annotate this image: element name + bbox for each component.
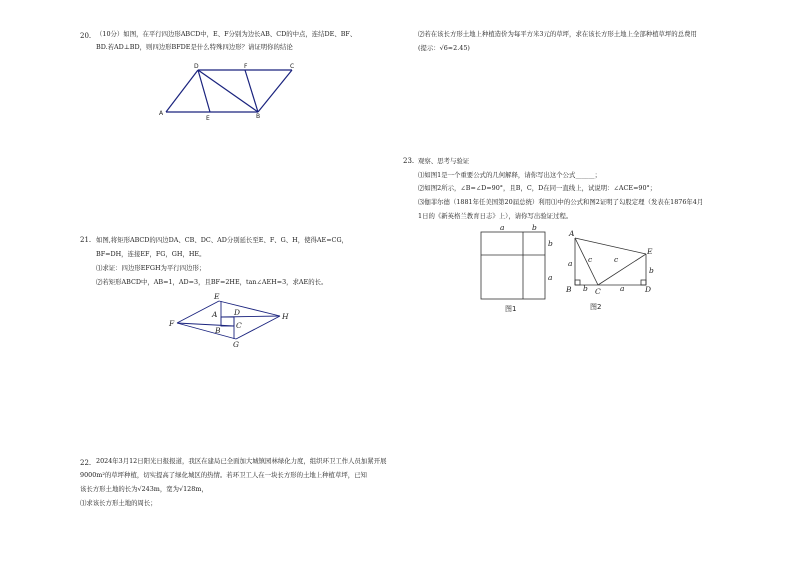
q23-title: 观察、思考与验证	[418, 157, 470, 165]
fig2-side-a: a	[568, 259, 573, 268]
fig2-side-b-bottom: b	[583, 284, 588, 293]
q20-line1: （10分）如图，在平行四边形ABCD中，E、F分别为边长AB、CD的中点，连结DE、BF、	[96, 30, 357, 38]
q23-line4: 1日的《新英格兰教育日志》上），请你写出验证过程。	[418, 212, 573, 220]
q23-number: 23.	[403, 157, 415, 165]
q22-line1: 2024年3月12日阳光日报报道，我区在建局已全面加大城镇园林绿化力度，组织环卫工作人员加紧开展	[96, 457, 387, 465]
q20-label-c: C	[290, 63, 295, 70]
q21-label-f: F	[169, 319, 175, 328]
q21-line1: 如图,将矩形ABCD的四边DA、CB、DC、AD分别延长至E、F、G、H，使得AE=CG，	[96, 236, 348, 244]
q23-line2: ⑵如图2所示，∠B=∠D=90°，且B，C，D在同一直线上，试说明：∠ACE=90°；	[418, 184, 657, 192]
fig2-label-d: D	[645, 285, 652, 294]
q21-line3: ⑴求证：四边形EFGH为平行四边形；	[96, 264, 206, 272]
q21-label-e: E	[214, 292, 220, 301]
q23-line1: ⑴如图1是一个重要公式的几何解释，请你写出这个公式______；	[418, 171, 602, 179]
fig1-top-a: a	[500, 223, 505, 232]
q20-label-a: A	[159, 110, 164, 117]
fig2-side-c-left: c	[588, 255, 593, 264]
q23-line3: ⑶伽菲尔德（1881年任美国第20届总统）利用⑴中的公式和图2证明了勾股定理（发表在1876年4月	[418, 198, 704, 206]
fig2-label-b: B	[566, 285, 572, 294]
q21-label-d: D	[234, 308, 241, 317]
fig1-right-b: b	[548, 239, 553, 248]
q21-label-b: B	[215, 326, 221, 335]
q21-label-h: H	[282, 312, 289, 321]
q21-line4: ⑵若矩形ABCD中，AB=1，AD=3，且BF=2HE，tan∠AEH=3，求AE的长。	[96, 278, 328, 286]
fig1-right-a: a	[548, 273, 553, 282]
q21-number: 21.	[80, 236, 92, 244]
fig2-side-b-right: b	[649, 266, 654, 275]
q22b-line1: ⑵若在该长方形土地上种植造价为每平方米3元的草坪，求在该长方形土地上全部种植草坪的总费用	[418, 30, 697, 38]
q22-number: 22.	[80, 459, 92, 467]
q21-label-a: A	[212, 310, 218, 319]
q20-label-d: D	[194, 63, 199, 70]
q20-label-e: E	[206, 115, 210, 122]
q20-line2: BD.若AD⊥BD，则四边形BFDE是什么特殊四边形？请证明你的结论	[96, 43, 293, 51]
q20-label-f: F	[244, 63, 248, 70]
q22-line2: 9000m²的草坪种植，切实提高了绿化城区的热情。若环卫工人在一块长方形的土地上种植草坪，已知	[80, 471, 367, 479]
fig2-side-c-right: c	[614, 255, 619, 264]
fig2-side-a-bottom: a	[620, 284, 625, 293]
fig2-label-c: C	[595, 287, 601, 296]
q20-number: 20.	[80, 32, 92, 40]
q22-line3: 该长方形土地的长为√243m，宽为√128m，	[80, 485, 208, 493]
q22b-line2: (提示：√6≈2.45)	[418, 44, 470, 52]
q21-line2: BF=DH，连接EF，FG，GH，HE。	[96, 250, 206, 258]
fig2-label-e: E	[647, 247, 653, 256]
fig1-caption: 图1	[505, 305, 517, 313]
fig2-label-a: A	[569, 229, 575, 238]
fig2-caption: 图2	[590, 303, 602, 311]
q21-label-g: G	[233, 340, 239, 349]
q21-label-c: C	[236, 321, 242, 330]
fig1-top-b: b	[532, 223, 537, 232]
q22-line4: ⑴求该长方形土地的周长；	[80, 499, 157, 507]
q20-label-b: B	[256, 113, 261, 120]
